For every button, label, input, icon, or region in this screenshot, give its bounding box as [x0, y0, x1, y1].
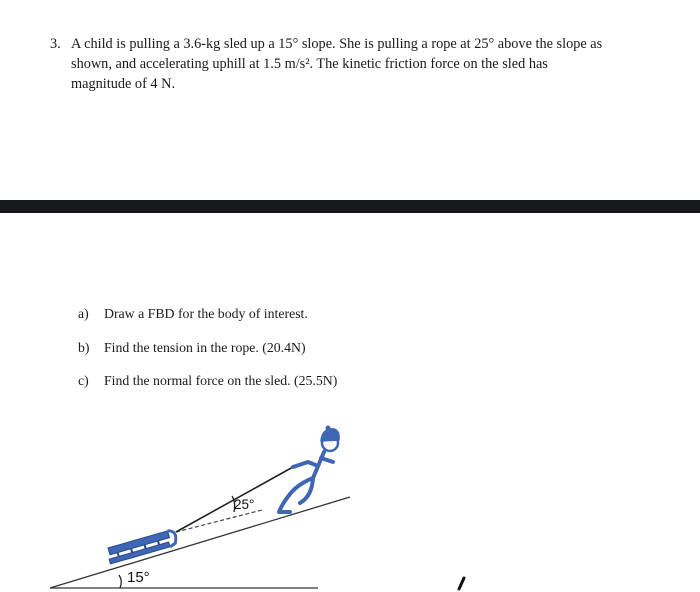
problem-number: 3. — [50, 36, 61, 52]
rope-reference-dashed — [176, 510, 262, 532]
part-c-text: Find the normal force on the sled. (25.5N) — [104, 373, 338, 388]
hat — [321, 429, 339, 441]
sled — [106, 529, 178, 564]
part-a-letter: a) — [78, 306, 89, 321]
sled-strut — [145, 545, 146, 549]
incline-line — [50, 497, 350, 588]
child-head — [321, 426, 339, 452]
part-a-text: Draw a FBD for the body of interest. — [104, 306, 308, 321]
child-figure — [279, 452, 333, 512]
sled-strut — [118, 553, 119, 557]
slope-angle-label: 15° — [127, 569, 150, 586]
child-arm — [293, 462, 318, 467]
problem-line-1: A child is pulling a 3.6-kg sled up a 15° slope. She is pulling a rope at 25° above the slope as — [71, 36, 603, 52]
child-back-arm — [321, 458, 333, 462]
sled-strut — [158, 541, 159, 545]
problem-line-3: magnitude of 4 N. — [71, 76, 176, 92]
part-b-text: Find the tension in the rope. (20.4N) — [104, 339, 306, 355]
part-b-letter: b) — [78, 339, 90, 355]
sled-strut — [131, 549, 132, 553]
problem-line-2: shown, and accelerating uphill at 1.5 m/s². The kinetic friction force on the sled has — [71, 56, 548, 72]
hat-pompom — [326, 426, 331, 431]
part-c-letter: c) — [78, 373, 89, 388]
rope-angle-label: 25° — [234, 497, 255, 512]
slope-angle-arc — [119, 575, 121, 588]
stray-mark — [459, 578, 464, 589]
